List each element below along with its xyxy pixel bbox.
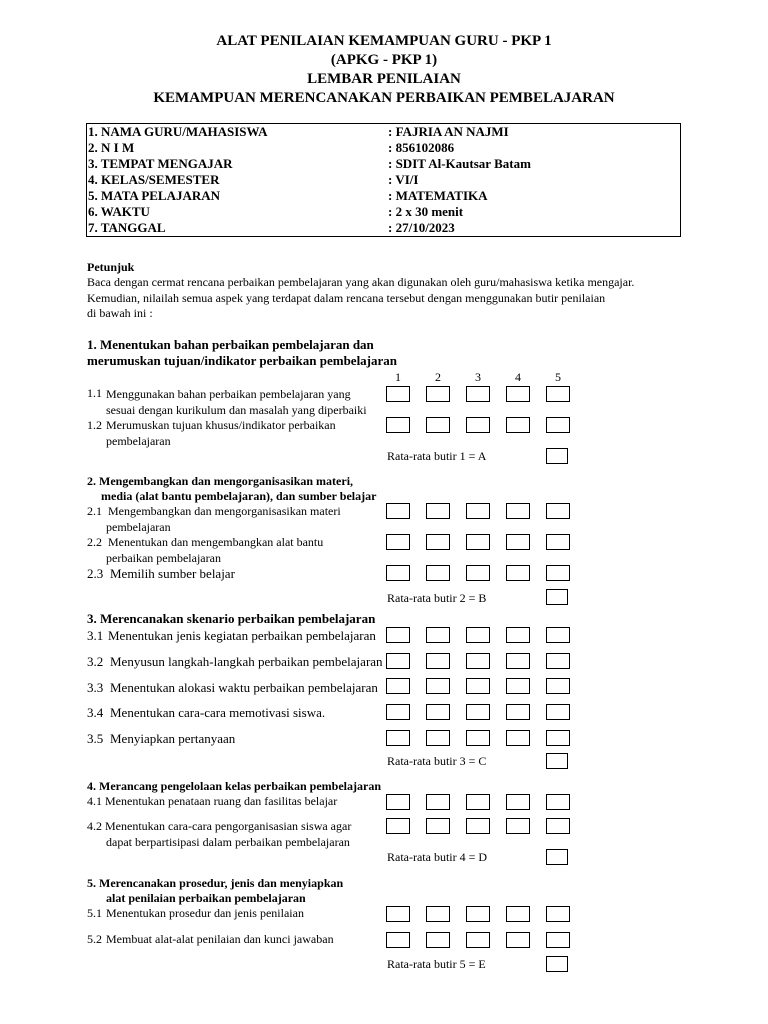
instructions-line: di bawah ini : xyxy=(87,306,153,320)
form-title: ALAT PENILAIAN KEMAMPUAN GURU - PKP 1 xyxy=(216,33,552,49)
info-label: 5. MATA PELAJARAN xyxy=(88,188,221,203)
section-2-title: 2. Mengembangkan dan mengorganisasikan materi, xyxy=(87,474,354,488)
item-number: 3.5 xyxy=(87,731,104,746)
average-label: Rata-rata butir 5 = E xyxy=(387,957,486,971)
instructions-line: Baca dengan cermat rencana perbaikan pembelajaran yang akan digunakan oleh guru/mahasiswa ketika mengajar. xyxy=(87,275,635,289)
score-checkbox-row11-col3[interactable] xyxy=(466,794,490,810)
score-checkbox-row1-col4[interactable] xyxy=(506,386,530,402)
item-text: Mengembangkan dan mengorganisasikan materi xyxy=(108,504,341,518)
score-checkbox-row14-col1[interactable] xyxy=(386,932,410,948)
score-checkbox-row13-col4[interactable] xyxy=(506,906,530,922)
score-checkbox-row9-col4[interactable] xyxy=(506,704,530,720)
item-text: sesuai dengan kurikulum dan masalah yang diperbaiki xyxy=(106,403,367,417)
item-number: 4.1 xyxy=(87,794,102,808)
score-checkbox-row3-col5[interactable] xyxy=(546,503,570,519)
score-checkbox-row2-col2[interactable] xyxy=(426,417,450,433)
score-checkbox-row10-col1[interactable] xyxy=(386,730,410,746)
score-checkbox-row12-col5[interactable] xyxy=(546,818,570,834)
item-number: 1.2 xyxy=(87,418,102,432)
score-checkbox-row12-col2[interactable] xyxy=(426,818,450,834)
item-number: 2.1 xyxy=(87,504,102,518)
score-checkbox-row13-col2[interactable] xyxy=(426,906,450,922)
score-checkbox-row2-col1[interactable] xyxy=(386,417,410,433)
info-row-class xyxy=(87,172,682,188)
info-value: : 2 x 30 menit xyxy=(388,204,464,219)
score-checkbox-row8-col5[interactable] xyxy=(546,678,570,694)
score-checkbox-row3-col2[interactable] xyxy=(426,503,450,519)
score-checkbox-row11-col5[interactable] xyxy=(546,794,570,810)
score-checkbox-row6-col2[interactable] xyxy=(426,627,450,643)
scale-label-4: 4 xyxy=(515,370,521,384)
score-checkbox-row1-col3[interactable] xyxy=(466,386,490,402)
item-number: 2.3 xyxy=(87,566,104,581)
score-checkbox-row1-col2[interactable] xyxy=(426,386,450,402)
score-checkbox-row8-col3[interactable] xyxy=(466,678,490,694)
item-number: 3.2 xyxy=(87,654,104,669)
info-value: : 27/10/2023 xyxy=(388,220,455,235)
item-number: 3.3 xyxy=(87,680,104,695)
info-row-time xyxy=(87,204,682,220)
item-text: Menyiapkan pertanyaan xyxy=(110,731,236,746)
item-number: 3.4 xyxy=(87,705,104,720)
scale-label-3: 3 xyxy=(475,370,481,384)
score-checkbox-row6-col1[interactable] xyxy=(386,627,410,643)
average-label: Rata-rata butir 4 = D xyxy=(387,850,488,864)
info-value: : MATEMATIKA xyxy=(388,188,488,203)
info-row-date xyxy=(87,220,682,236)
competency-title: KEMAMPUAN MERENCANAKAN PERBAIKAN PEMBELAJARAN xyxy=(153,90,615,106)
item-text: Membuat alat-alat penilaian dan kunci jawaban xyxy=(106,932,334,946)
score-checkbox-row13-col3[interactable] xyxy=(466,906,490,922)
sheet-title: LEMBAR PENILAIAN xyxy=(307,71,461,87)
info-value: : SDIT Al-Kautsar Batam xyxy=(388,156,531,171)
score-checkbox-row1-col1[interactable] xyxy=(386,386,410,402)
score-checkbox-row10-col3[interactable] xyxy=(466,730,490,746)
item-text: Menyusun langkah-langkah perbaikan pembelajaran xyxy=(110,654,383,669)
score-checkbox-row9-col5[interactable] xyxy=(546,704,570,720)
score-checkbox-row4-col1[interactable] xyxy=(386,534,410,550)
score-checkbox-row11-col4[interactable] xyxy=(506,794,530,810)
score-checkbox-row9-col3[interactable] xyxy=(466,704,490,720)
item-text: Menentukan cara-cara memotivasi siswa. xyxy=(110,705,326,720)
score-checkbox-row5-col1[interactable] xyxy=(386,565,410,581)
info-label: 7. TANGGAL xyxy=(88,220,166,235)
average-label: Rata-rata butir 3 = C xyxy=(387,754,487,768)
score-checkbox-row11-col1[interactable] xyxy=(386,794,410,810)
score-checkbox-row13-col1[interactable] xyxy=(386,906,410,922)
average-label: Rata-rata butir 1 = A xyxy=(387,449,487,463)
score-checkbox-row1-col5[interactable] xyxy=(546,386,570,402)
score-checkbox-row5-col5[interactable] xyxy=(546,565,570,581)
score-checkbox-row7-col4[interactable] xyxy=(506,653,530,669)
item-text: dapat berpartisipasi dalam perbaikan pembelajaran xyxy=(106,835,350,849)
item-number: 4.2 xyxy=(87,819,102,833)
score-checkbox-row14-col5[interactable] xyxy=(546,932,570,948)
score-checkbox-row3-col1[interactable] xyxy=(386,503,410,519)
score-checkbox-row6-col5[interactable] xyxy=(546,627,570,643)
score-checkbox-row14-col4[interactable] xyxy=(506,932,530,948)
score-checkbox-row7-col5[interactable] xyxy=(546,653,570,669)
instructions-heading: Petunjuk xyxy=(87,260,135,274)
identity-box xyxy=(86,123,681,237)
item-text: Menentukan jenis kegiatan perbaikan pembelajaran xyxy=(108,628,376,643)
section-1-title: 1. Menentukan bahan perbaikan pembelajaran dan xyxy=(87,337,374,352)
score-checkbox-row10-col4[interactable] xyxy=(506,730,530,746)
average-label: Rata-rata butir 2 = B xyxy=(387,591,487,605)
item-text: Menentukan cara-cara pengorganisasian siswa agar xyxy=(105,819,352,833)
info-label: 6. WAKTU xyxy=(88,204,150,219)
score-checkbox-row8-col4[interactable] xyxy=(506,678,530,694)
scale-label-2: 2 xyxy=(435,370,441,384)
instructions-line: Kemudian, nilailah semua aspek yang terdapat dalam rencana tersebut dengan menggunakan butir penilaian xyxy=(87,291,606,305)
score-checkbox-row4-col5[interactable] xyxy=(546,534,570,550)
info-row-subject xyxy=(87,188,682,204)
score-checkbox-row11-col2[interactable] xyxy=(426,794,450,810)
info-value: : FAJRIA AN NAJMI xyxy=(388,124,509,139)
score-checkbox-row4-col4[interactable] xyxy=(506,534,530,550)
score-checkbox-row4-col2[interactable] xyxy=(426,534,450,550)
score-checkbox-row14-col3[interactable] xyxy=(466,932,490,948)
score-checkbox-row2-col5[interactable] xyxy=(546,417,570,433)
section-5-title: 5. Merencanakan prosedur, jenis dan menyiapkan xyxy=(87,876,344,890)
item-number: 1.1 xyxy=(87,386,102,400)
score-checkbox-row9-col2[interactable] xyxy=(426,704,450,720)
item-text: pembelajaran xyxy=(106,434,171,448)
score-checkbox-row9-col1[interactable] xyxy=(386,704,410,720)
score-checkbox-row3-col3[interactable] xyxy=(466,503,490,519)
score-checkbox-row12-col1[interactable] xyxy=(386,818,410,834)
score-checkbox-row2-col3[interactable] xyxy=(466,417,490,433)
item-text: Memilih sumber belajar xyxy=(110,566,235,581)
info-label: 4. KELAS/SEMESTER xyxy=(88,172,220,187)
score-checkbox-row7-col1[interactable] xyxy=(386,653,410,669)
info-value: : 856102086 xyxy=(388,140,455,155)
item-number: 5.1 xyxy=(87,906,102,920)
score-checkbox-row3-col4[interactable] xyxy=(506,503,530,519)
item-text: Menentukan prosedur dan jenis penilaian xyxy=(106,906,304,920)
item-number: 3.1 xyxy=(87,628,104,643)
average-box-d[interactable] xyxy=(546,849,568,865)
scale-label-1: 1 xyxy=(395,370,401,384)
average-box-c[interactable] xyxy=(546,753,568,769)
section-2-title: media (alat bantu pembelajaran), dan sumber belajar xyxy=(101,489,377,503)
average-box-b[interactable] xyxy=(546,589,568,605)
score-checkbox-row7-col3[interactable] xyxy=(466,653,490,669)
section-1-title: merumuskan tujuan/indikator perbaikan pembelajaran xyxy=(87,353,398,368)
score-checkbox-row13-col5[interactable] xyxy=(546,906,570,922)
item-text: Menentukan alokasi waktu perbaikan pembelajaran xyxy=(110,680,378,695)
item-text: pembelajaran xyxy=(106,520,171,534)
info-label: 2. N I M xyxy=(88,140,135,155)
info-row-nim xyxy=(87,140,682,156)
score-checkbox-row12-col3[interactable] xyxy=(466,818,490,834)
section-5-title: alat penilaian perbaikan pembelajaran xyxy=(106,891,306,905)
section-3-title: 3. Merencanakan skenario perbaikan pembelajaran xyxy=(87,611,376,626)
score-checkbox-row5-col4[interactable] xyxy=(506,565,530,581)
average-box-e[interactable] xyxy=(546,956,568,972)
info-row-place xyxy=(87,156,682,172)
score-checkbox-row4-col3[interactable] xyxy=(466,534,490,550)
item-text: perbaikan pembelajaran xyxy=(106,551,221,565)
score-checkbox-row8-col1[interactable] xyxy=(386,678,410,694)
score-checkbox-row10-col5[interactable] xyxy=(546,730,570,746)
score-checkbox-row7-col2[interactable] xyxy=(426,653,450,669)
score-checkbox-row5-col2[interactable] xyxy=(426,565,450,581)
scale-label-5: 5 xyxy=(555,370,561,384)
form-subtitle: (APKG - PKP 1) xyxy=(330,52,438,68)
item-text: Merumuskan tujuan khusus/indikator perbaikan xyxy=(106,418,336,432)
average-box-a[interactable] xyxy=(546,448,568,464)
item-text: Menentukan penataan ruang dan fasilitas belajar xyxy=(105,794,338,808)
score-checkbox-row5-col3[interactable] xyxy=(466,565,490,581)
score-checkbox-row10-col2[interactable] xyxy=(426,730,450,746)
score-checkbox-row14-col2[interactable] xyxy=(426,932,450,948)
item-text: Menggunakan bahan perbaikan pembelajaran yang xyxy=(106,387,351,401)
section-4-title: 4. Merancang pengelolaan kelas perbaikan pembelajaran xyxy=(87,779,382,793)
item-text: Menentukan dan mengembangkan alat bantu xyxy=(108,535,324,549)
score-checkbox-row2-col4[interactable] xyxy=(506,417,530,433)
score-checkbox-row6-col4[interactable] xyxy=(506,627,530,643)
item-number: 5.2 xyxy=(87,932,102,946)
info-label: 1. NAMA GURU/MAHASISWA xyxy=(88,124,268,139)
info-label: 3. TEMPAT MENGAJAR xyxy=(88,156,233,171)
item-number: 2.2 xyxy=(87,535,102,549)
score-checkbox-row8-col2[interactable] xyxy=(426,678,450,694)
info-value: : VI/I xyxy=(388,172,419,187)
score-checkbox-row6-col3[interactable] xyxy=(466,627,490,643)
score-checkbox-row12-col4[interactable] xyxy=(506,818,530,834)
info-row-name xyxy=(87,124,682,140)
